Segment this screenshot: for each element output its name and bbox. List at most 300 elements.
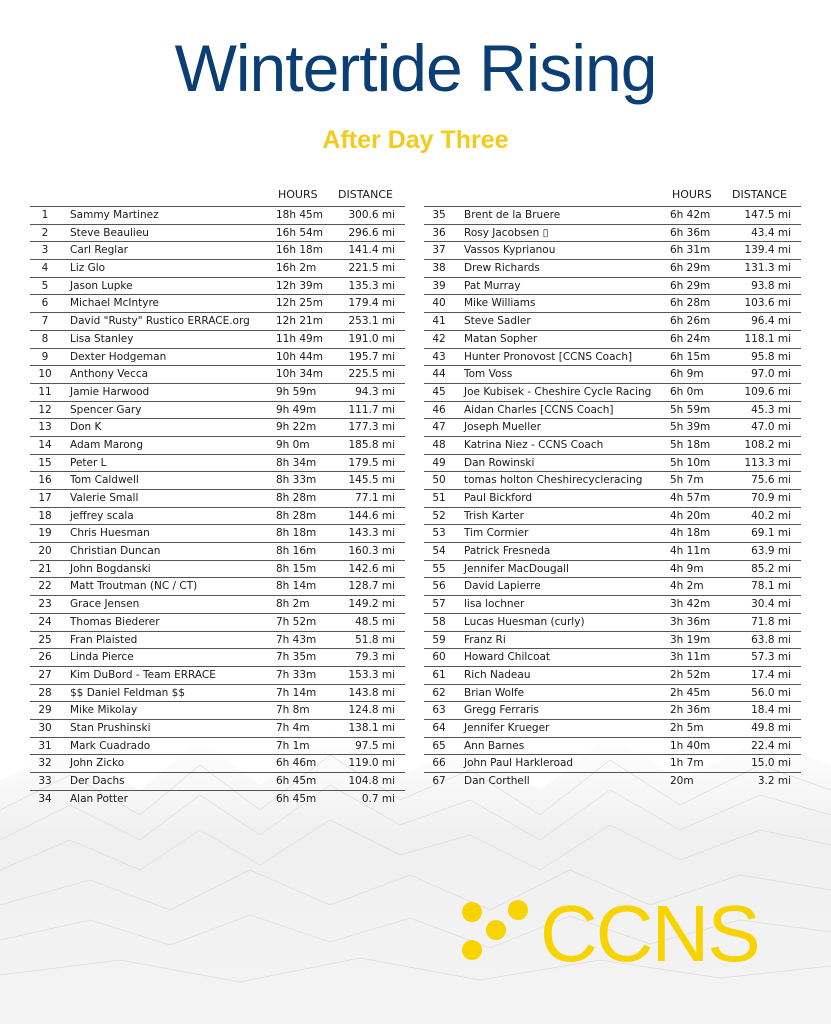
distance-cell: 0.7 mi (361, 792, 395, 805)
rank-cell: 65 (432, 739, 446, 752)
name-cell: Michael McIntyre (70, 297, 160, 310)
distance-cell: 296.6 mi (348, 226, 395, 239)
rank-cell: 31 (38, 739, 52, 752)
distance-cell: 57.3 mi (751, 651, 791, 664)
rank-cell: 47 (432, 421, 446, 434)
hours-cell: 16h 54m (276, 226, 323, 239)
name-cell: Don K (70, 421, 102, 434)
table-row (424, 418, 801, 436)
distance-cell: 63.8 mi (751, 633, 791, 646)
table-row (30, 542, 405, 560)
rank-cell: 48 (432, 438, 446, 451)
table-row (30, 312, 405, 330)
name-cell: Grace Jensen (70, 598, 140, 611)
name-cell: Liz Glo (70, 262, 106, 275)
hours-cell: 18h 45m (276, 209, 323, 221)
table-row (30, 666, 405, 684)
table-row (424, 348, 801, 366)
distance-cell: 3.2 mi (757, 775, 791, 787)
hours-cell: 9h 49m (276, 403, 317, 416)
table-row (424, 666, 801, 684)
rank-cell: 14 (38, 438, 52, 451)
rank-cell: 25 (38, 633, 52, 646)
name-cell: Carl Reglar (70, 244, 128, 257)
name-cell: Franz Ri (464, 633, 506, 646)
distance-cell: 124.8 mi (348, 704, 395, 717)
table-row (30, 418, 405, 436)
distance-cell: 103.6 mi (744, 297, 791, 310)
table-row (30, 489, 405, 507)
table-row (424, 737, 801, 755)
name-cell: Howard Chilcoat (464, 651, 551, 664)
distance-cell: 45.3 mi (751, 403, 791, 416)
distance-cell: 160.3 mi (348, 545, 395, 558)
hours-cell: 7h 35m (276, 651, 317, 664)
hours-header: HOURS (278, 188, 318, 201)
rank-cell: 62 (432, 686, 446, 699)
name-cell: jeffrey scala (70, 509, 134, 522)
rank-cell: 2 (41, 226, 49, 239)
distance-cell: 177.3 mi (348, 421, 395, 434)
distance-cell: 71.8 mi (751, 615, 791, 628)
name-cell: John Zicko (70, 757, 125, 770)
hours-cell: 1h 40m (670, 739, 711, 752)
name-cell: Jamie Harwood (70, 385, 150, 398)
hours-cell: 7h 8m (276, 704, 310, 717)
distance-cell: 18.4 mi (751, 704, 791, 717)
hours-cell: 11h 49m (276, 332, 323, 345)
table-row (424, 542, 801, 560)
rank-cell: 67 (432, 775, 446, 787)
rank-cell: 35 (432, 209, 446, 221)
table-row (424, 383, 801, 401)
rank-cell: 6 (41, 297, 49, 310)
table-row (30, 471, 405, 489)
name-cell: lisa lochner (464, 598, 525, 611)
table-row (424, 224, 801, 242)
hours-cell: 10h 44m (276, 350, 323, 363)
rank-cell: 51 (432, 492, 446, 504)
hours-cell: 8h 28m (276, 509, 317, 522)
distance-cell: 97.5 mi (355, 739, 395, 752)
name-cell: Jason Lupke (70, 279, 133, 292)
rank-cell: 34 (38, 792, 52, 805)
name-cell: Sammy Martinez (70, 209, 159, 221)
rank-cell: 56 (432, 580, 446, 593)
rank-cell: 36 (432, 226, 446, 239)
distance-cell: 145.5 mi (348, 474, 395, 487)
table-row (30, 684, 405, 702)
distance-cell: 138.1 mi (348, 721, 395, 734)
distance-cell: 253.1 mi (348, 315, 395, 328)
hours-cell: 20m (670, 775, 694, 787)
distance-cell: 139.4 mi (744, 244, 791, 257)
rank-cell: 49 (432, 456, 446, 469)
name-cell: Trish Karter (464, 509, 524, 522)
name-cell: Christian Duncan (70, 545, 161, 558)
name-cell: Mike Williams (464, 297, 536, 310)
table-row (424, 489, 801, 507)
name-cell: Lucas Huesman (curly) (464, 615, 585, 628)
hours-cell: 7h 33m (276, 668, 317, 681)
hours-cell: 4h 20m (670, 509, 711, 522)
hours-cell: 6h 26m (670, 315, 711, 328)
rank-cell: 43 (432, 350, 446, 363)
rank-cell: 37 (432, 244, 446, 257)
distance-cell: 56.0 mi (751, 686, 791, 699)
hours-cell: 6h 29m (670, 279, 711, 292)
hours-cell: 4h 57m (670, 492, 711, 504)
distance-cell: 300.6 mi (348, 209, 395, 221)
distance-header: DISTANCE (338, 188, 393, 201)
name-cell: Valerie Small (70, 492, 139, 504)
rank-cell: 24 (38, 615, 52, 628)
rank-cell: 7 (41, 315, 49, 328)
rank-cell: 20 (38, 545, 52, 558)
name-cell: Mike Mikolay (70, 704, 138, 717)
table-row (30, 613, 405, 631)
table-row (30, 259, 405, 277)
table-row (424, 524, 801, 542)
page-title: Wintertide Rising (174, 31, 657, 105)
distance-cell: 185.8 mi (348, 438, 395, 451)
rank-cell: 32 (38, 757, 52, 770)
distance-cell: 143.3 mi (348, 527, 395, 540)
rank-cell: 53 (432, 527, 446, 540)
distance-cell: 94.3 mi (355, 385, 395, 398)
rank-cell: 1 (41, 209, 49, 221)
distance-cell: 149.2 mi (348, 598, 395, 611)
standings-right-column (424, 186, 801, 790)
table-row (424, 206, 801, 224)
column-header (30, 186, 405, 206)
name-cell: Aidan Charles [CCNS Coach] (464, 403, 614, 416)
table-row (30, 454, 405, 472)
hours-cell: 2h 5m (670, 721, 704, 734)
table-row (424, 401, 801, 419)
standings-left-column (30, 186, 405, 807)
name-cell: Jennifer Krueger (464, 721, 550, 734)
distance-cell: 47.0 mi (751, 421, 791, 434)
distance-cell: 51.8 mi (355, 633, 395, 646)
rank-cell: 29 (38, 704, 52, 717)
rank-cell: 44 (432, 368, 446, 381)
distance-cell: 104.8 mi (348, 775, 395, 787)
table-row (424, 772, 801, 790)
rank-cell: 52 (432, 509, 446, 522)
rank-cell: 59 (432, 633, 446, 646)
name-cell: Steve Beaulieu (70, 226, 149, 239)
rank-cell: 38 (432, 262, 446, 275)
rank-cell: 22 (38, 580, 52, 593)
hours-cell: 7h 52m (276, 615, 317, 628)
distance-cell: 195.7 mi (348, 350, 395, 363)
name-cell: Dexter Hodgeman (70, 350, 167, 363)
distance-cell: 128.7 mi (348, 580, 395, 593)
hours-cell: 8h 33m (276, 474, 317, 487)
rank-cell: 21 (38, 562, 52, 575)
table-row (424, 754, 801, 772)
table-row (30, 365, 405, 383)
table-row (424, 560, 801, 578)
hours-cell: 5h 7m (670, 474, 704, 487)
distance-cell: 69.1 mi (751, 527, 791, 540)
hours-cell: 9h 0m (276, 438, 310, 451)
table-row (30, 348, 405, 366)
table-row (424, 684, 801, 702)
table-row (424, 259, 801, 277)
hours-cell: 6h 46m (276, 757, 317, 770)
table-row (30, 772, 405, 790)
name-cell: Der Dachs (70, 775, 125, 787)
hours-cell: 5h 59m (670, 403, 711, 416)
hours-cell: 9h 22m (276, 421, 317, 434)
table-row (424, 294, 801, 312)
distance-cell: 179.5 mi (348, 456, 395, 469)
hours-cell: 10h 34m (276, 368, 323, 381)
name-cell: Lisa Stanley (70, 332, 134, 345)
name-cell: Gregg Ferraris (464, 704, 539, 717)
name-cell: Mark Cuadrado (70, 739, 151, 752)
rank-cell: 50 (432, 474, 446, 487)
table-row (424, 507, 801, 525)
table-row (30, 560, 405, 578)
rank-cell: 13 (38, 421, 52, 434)
name-cell: Paul Bickford (464, 492, 533, 504)
table-row (30, 206, 405, 224)
table-row (424, 577, 801, 595)
name-cell: Joe Kubisek - Cheshire Cycle Racing (464, 385, 652, 398)
hours-cell: 6h 24m (670, 332, 711, 345)
hours-cell: 2h 52m (670, 668, 711, 681)
name-cell: Rich Nadeau (464, 668, 531, 681)
hours-cell: 5h 39m (670, 421, 711, 434)
hours-cell: 6h 42m (670, 209, 711, 221)
table-row (30, 436, 405, 454)
name-cell: Katrina Niez - CCNS Coach (464, 438, 604, 451)
name-cell: Brent de la Bruere (464, 209, 561, 221)
hours-cell: 2h 36m (670, 704, 711, 717)
hours-cell: 12h 25m (276, 297, 323, 310)
table-row (30, 277, 405, 295)
rank-cell: 26 (38, 651, 52, 664)
rank-cell: 5 (41, 279, 49, 292)
table-row (424, 631, 801, 649)
hours-cell: 6h 0m (670, 385, 704, 398)
table-row (424, 471, 801, 489)
table-row (30, 401, 405, 419)
rank-cell: 54 (432, 545, 446, 558)
hours-cell: 8h 15m (276, 562, 317, 575)
rank-cell: 66 (432, 757, 446, 770)
hours-cell: 6h 31m (670, 244, 711, 257)
right-rows (424, 206, 801, 790)
name-cell: Hunter Pronovost [CCNS Coach] (464, 350, 633, 363)
distance-cell: 15.0 mi (751, 757, 791, 770)
rank-cell: 60 (432, 651, 446, 664)
distance-cell: 225.5 mi (348, 368, 395, 381)
column-header (424, 186, 801, 206)
rank-cell: 58 (432, 615, 446, 628)
distance-cell: 63.9 mi (751, 545, 791, 558)
name-cell: Spencer Gary (70, 403, 142, 416)
name-cell: Stan Prushinski (70, 721, 151, 734)
hours-cell: 4h 11m (670, 545, 711, 558)
name-cell: Fran Plaisted (70, 633, 138, 646)
hours-cell: 12h 21m (276, 315, 323, 328)
distance-cell: 96.4 mi (751, 315, 791, 328)
rank-cell: 46 (432, 403, 446, 416)
name-cell: Joseph Mueller (464, 421, 541, 434)
table-row (30, 577, 405, 595)
table-row (30, 701, 405, 719)
ccns-logo (462, 889, 782, 978)
hours-cell: 7h 43m (276, 633, 317, 646)
hours-cell: 6h 29m (670, 262, 711, 275)
distance-header: DISTANCE (732, 188, 787, 201)
rank-cell: 4 (41, 262, 49, 275)
table-row (424, 719, 801, 737)
distance-cell: 75.6 mi (751, 474, 791, 487)
distance-cell: 119.0 mi (348, 757, 395, 770)
distance-cell: 142.6 mi (348, 562, 395, 575)
name-cell: Matan Sopher (464, 332, 538, 345)
table-row (30, 224, 405, 242)
distance-cell: 97.0 mi (751, 368, 791, 381)
table-row (30, 595, 405, 613)
rank-cell: 17 (38, 492, 52, 504)
distance-cell: 144.6 mi (348, 509, 395, 522)
rank-cell: 61 (432, 668, 446, 681)
rank-cell: 63 (432, 704, 446, 717)
distance-cell: 85.2 mi (751, 562, 791, 575)
table-row (424, 436, 801, 454)
table-row (424, 595, 801, 613)
distance-cell: 77.1 mi (355, 492, 395, 504)
table-row (424, 312, 801, 330)
table-row (424, 613, 801, 631)
name-cell: Tom Caldwell (70, 474, 139, 487)
name-cell: Vassos Kyprianou (464, 244, 556, 257)
distance-cell: 49.8 mi (751, 721, 791, 734)
hours-cell: 16h 2m (276, 262, 317, 275)
name-cell: Ann Barnes (464, 739, 525, 752)
rank-cell: 10 (38, 368, 52, 381)
hours-cell: 8h 2m (276, 598, 310, 611)
name-cell: Rosy Jacobsen ▯ (464, 226, 549, 239)
hours-cell: 6h 9m (670, 368, 704, 381)
distance-cell: 118.1 mi (744, 332, 791, 345)
hours-cell: 12h 39m (276, 279, 323, 292)
hours-cell: 6h 45m (276, 792, 317, 805)
hours-cell: 6h 36m (670, 226, 711, 239)
table-row (30, 648, 405, 666)
rank-cell: 39 (432, 279, 446, 292)
left-rows (30, 206, 405, 807)
distance-cell: 153.3 mi (348, 668, 395, 681)
hours-cell: 6h 28m (670, 297, 711, 310)
rank-cell: 33 (38, 775, 52, 787)
rank-cell: 27 (38, 668, 52, 681)
rank-cell: 9 (41, 350, 49, 363)
hours-cell: 8h 16m (276, 545, 317, 558)
table-row (30, 294, 405, 312)
distance-cell: 147.5 mi (744, 209, 791, 221)
hours-cell: 2h 45m (670, 686, 711, 699)
table-row (424, 701, 801, 719)
hours-cell: 8h 18m (276, 527, 317, 540)
hours-cell: 3h 11m (670, 651, 711, 664)
table-row (30, 383, 405, 401)
distance-cell: 221.5 mi (348, 262, 395, 275)
rank-cell: 18 (38, 509, 52, 522)
distance-cell: 95.8 mi (751, 350, 791, 363)
name-cell: Chris Huesman (70, 527, 150, 540)
name-cell: Kim DuBord - Team ERRACE (70, 668, 216, 681)
rank-cell: 42 (432, 332, 446, 345)
name-cell: Matt Troutman (NC / CT) (70, 580, 198, 593)
table-row (30, 241, 405, 259)
hours-cell: 4h 2m (670, 580, 704, 593)
distance-cell: 93.8 mi (751, 279, 791, 292)
name-cell: Brian Wolfe (464, 686, 525, 699)
distance-cell: 70.9 mi (751, 492, 791, 504)
name-cell: Anthony Vecca (70, 368, 149, 381)
logo-text: CCNS (540, 889, 759, 978)
distance-cell: 43.4 mi (751, 226, 791, 239)
hours-cell: 9h 59m (276, 385, 317, 398)
rank-cell: 55 (432, 562, 446, 575)
table-row (424, 454, 801, 472)
distance-cell: 179.4 mi (348, 297, 395, 310)
distance-cell: 108.2 mi (744, 438, 791, 451)
distance-cell: 40.2 mi (751, 509, 791, 522)
name-cell: Thomas Biederer (70, 615, 160, 628)
hours-cell: 8h 14m (276, 580, 317, 593)
name-cell: Steve Sadler (464, 315, 531, 328)
distance-cell: 143.8 mi (348, 686, 395, 699)
hours-cell: 5h 18m (670, 438, 711, 451)
hours-cell: 4h 18m (670, 527, 711, 540)
hours-cell: 6h 15m (670, 350, 711, 363)
table-row (424, 648, 801, 666)
rank-cell: 64 (432, 721, 446, 734)
rank-cell: 28 (38, 686, 52, 699)
name-cell: Alan Potter (70, 792, 128, 805)
hours-cell: 7h 1m (276, 739, 310, 752)
name-cell: Adam Marong (70, 438, 143, 451)
hours-cell: 7h 14m (276, 686, 317, 699)
distance-cell: 79.3 mi (355, 651, 395, 664)
name-cell: Linda Pierce (70, 651, 134, 664)
hours-cell: 16h 18m (276, 244, 323, 257)
distance-cell: 135.3 mi (348, 279, 395, 292)
distance-cell: 30.4 mi (751, 598, 791, 611)
hours-header: HOURS (672, 188, 712, 201)
hours-cell: 5h 10m (670, 456, 711, 469)
rank-cell: 23 (38, 598, 52, 611)
name-cell: Pat Murray (464, 279, 521, 292)
rank-cell: 12 (38, 403, 52, 416)
page-subtitle: After Day Three (322, 126, 509, 154)
name-cell: Dan Rowinski (464, 456, 535, 469)
name-cell: Dan Corthell (464, 775, 530, 787)
rank-cell: 16 (38, 474, 52, 487)
name-cell: tomas holton Cheshirecycleracing (464, 474, 643, 487)
rank-cell: 15 (38, 456, 52, 469)
name-cell: David "Rusty" Rustico ERRACE.org (70, 315, 250, 328)
rank-cell: 19 (38, 527, 52, 540)
